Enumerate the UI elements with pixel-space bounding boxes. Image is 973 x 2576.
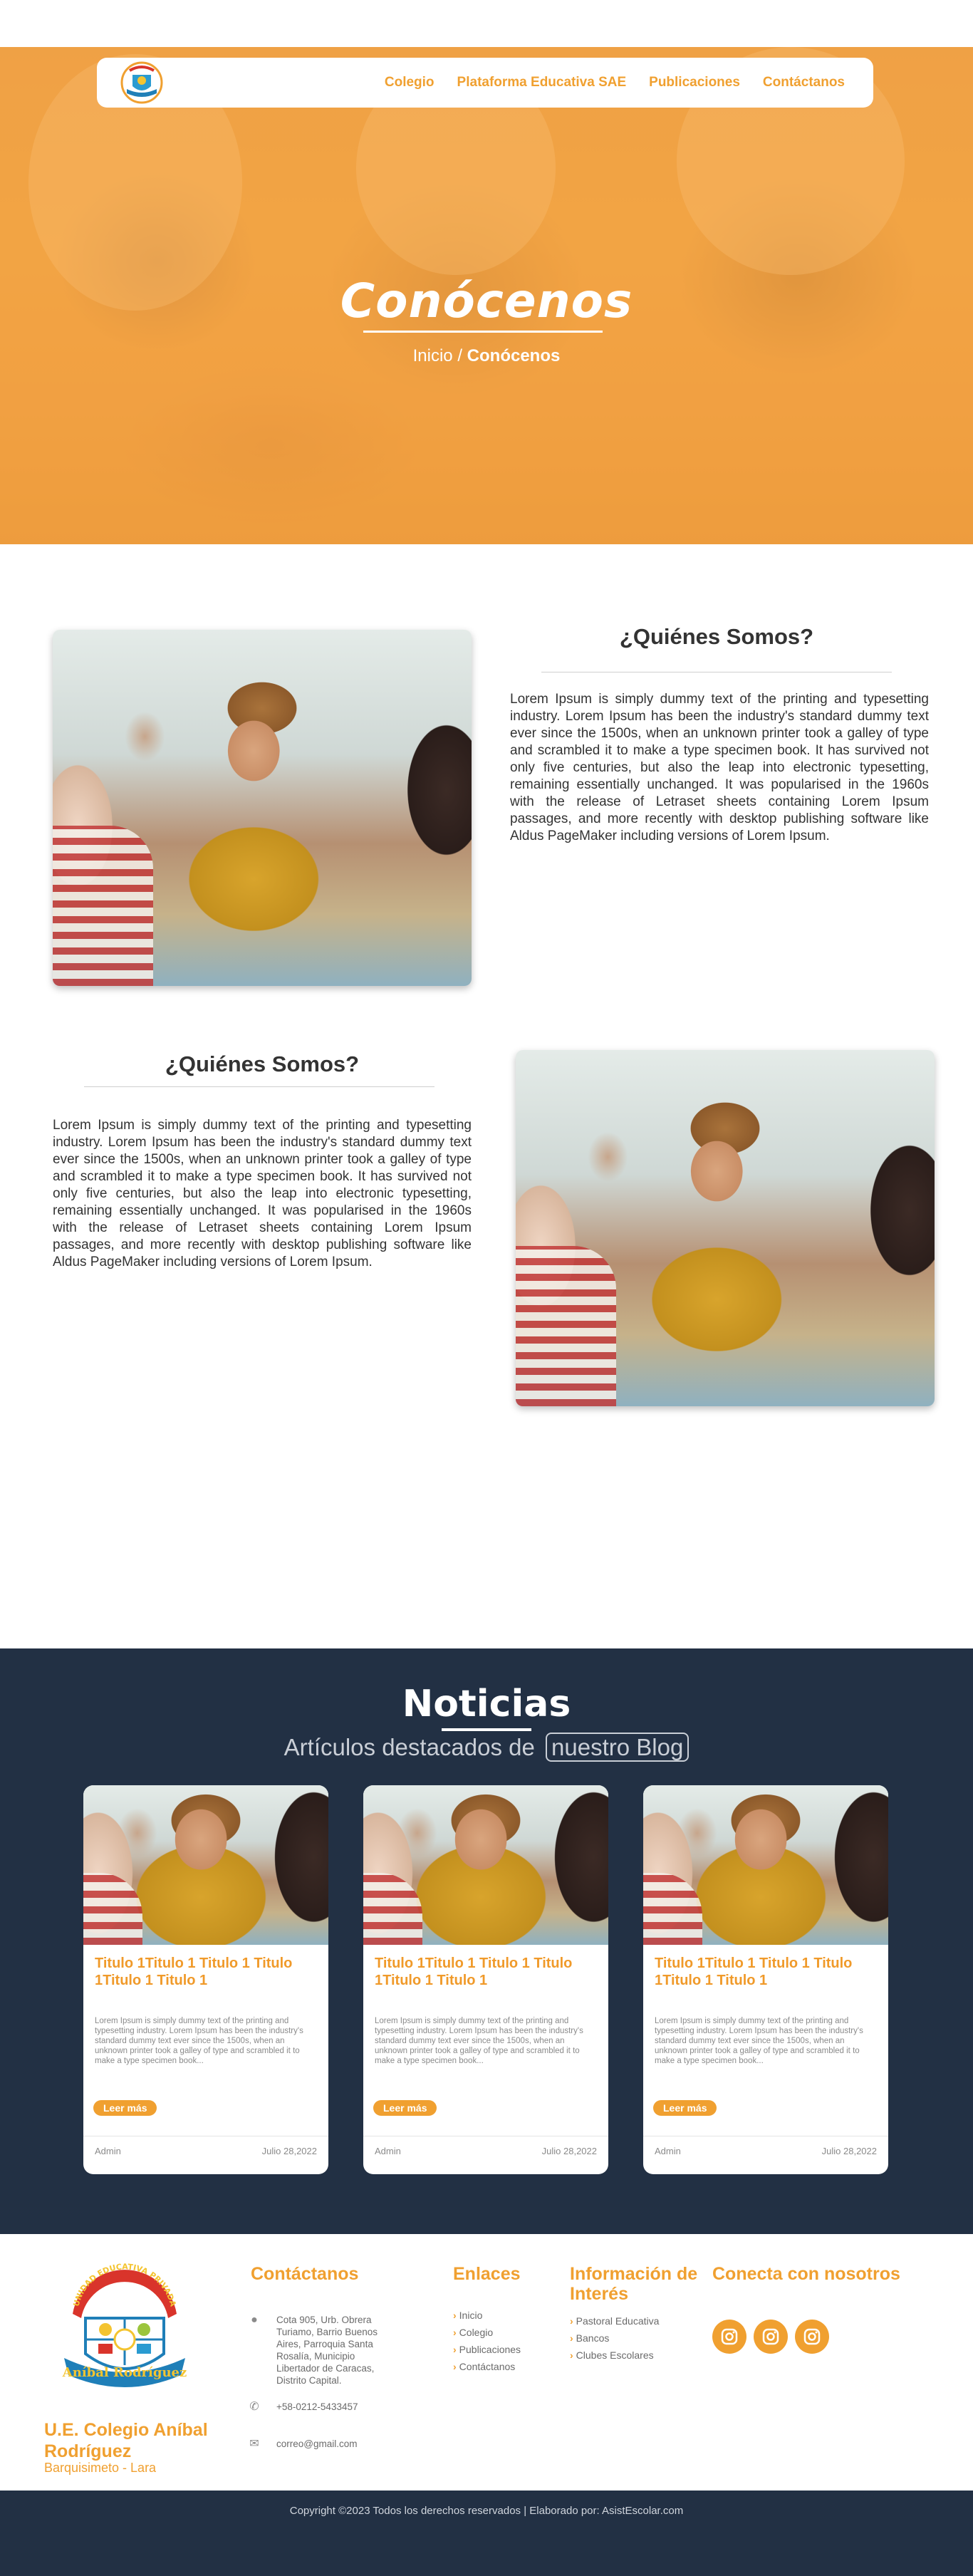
news-card[interactable]	[363, 1785, 608, 2174]
news-card-date: Julio 28,2022	[261, 2146, 317, 2156]
navbar	[97, 58, 873, 108]
location-pin-icon: ●	[251, 2314, 258, 2326]
about-heading-2: ¿Quiénes Somos?	[165, 1051, 360, 1076]
news-card-author: Admin	[375, 2146, 401, 2156]
footer-info-heading: Información de Interés	[570, 2264, 698, 2304]
news-card-date: Julio 28,2022	[541, 2146, 597, 2156]
chevron-right-icon: ›	[453, 2310, 457, 2321]
about-text-2: Lorem Ipsum is simply dummy text of the printing and typesetting industry. Lorem Ipsum has been the industry's standard dummy text ever since the 1500s, when an unknown printer took a galley of type and scrambled it to make a type specimen book. It has survived not only five centuries, but also the leap into electronic typesetting, remaining essentially unchanged. It was popularised in the 1960s with the release of Letraset sheets containing Lorem Ipsum passages, and more recently with desktop publishing software like Aldus PageMaker including versions of Lorem Ipsum.	[53, 1118, 472, 1269]
blog-link[interactable]: nuestro Blog	[546, 1733, 689, 1762]
about-text-1: Lorem Ipsum is simply dummy text of the printing and typesetting industry. Lorem Ipsum has been the industry's standard dummy text ever since the 1500s, when an unknown printer took a galley of type and scrambled it to make a type specimen book. It has survived not only five centuries, but also the leap into electronic typesetting, remaining essentially unchanged. It was popularised in the 1960s with the release of Letraset sheets containing Lorem Ipsum passages, and more recently with desktop publishing software like Aldus PageMaker including versions of Lorem Ipsum.	[510, 692, 929, 843]
footer-school-name: U.E. Colegio Aníbal Rodríguez	[44, 2420, 208, 2461]
footer-address: Cota 905, Urb. Obrera Turiamo, Barrio Buenos Aires, Parroquia Santa Rosalía, Municipio Libertador de Caracas, Distrito Capital.	[276, 2315, 378, 2386]
news-card-author: Admin	[95, 2146, 121, 2156]
footer-address-row	[246, 2314, 397, 2387]
logo-ribbon-text: Aníbal Rodríguez	[62, 2365, 187, 2380]
footer-email[interactable]: correo@gmail.com	[276, 2439, 358, 2449]
hero-title: Conócenos	[340, 274, 633, 328]
news-title-underline	[442, 1728, 531, 1731]
instagram-icon[interactable]	[795, 2320, 829, 2354]
footer-contact-heading: Contáctanos	[251, 2264, 359, 2284]
nav-link-publicaciones[interactable]: Publicaciones	[649, 75, 740, 90]
footer-links-list	[453, 2307, 521, 2375]
photo-stripes	[516, 1246, 616, 1406]
about-rule-2	[84, 1086, 435, 1087]
breadcrumb	[0, 346, 973, 366]
instagram-icon[interactable]	[754, 2320, 788, 2354]
nav-links	[385, 75, 845, 90]
logo-top-text: UNIDAD EDUCATIVA PRIVADA	[71, 2262, 178, 2308]
footer	[0, 2234, 973, 2491]
footer-email-row	[246, 2438, 357, 2450]
news-card-title[interactable]: Titulo 1Titulo 1 Titulo 1 Titulo 1Titulo 1 Titulo 1	[655, 1956, 853, 1988]
instagram-icon[interactable]	[712, 2320, 746, 2354]
news-card-author: Admin	[655, 2146, 681, 2156]
chevron-right-icon: ›	[453, 2327, 457, 2338]
chevron-right-icon: ›	[453, 2361, 457, 2372]
photo-stripes	[53, 826, 153, 986]
footer-link-publicaciones[interactable]: › Publicaciones	[453, 2344, 521, 2355]
news-subtitle-prefix: Artículos destacados de	[283, 1734, 535, 1760]
news-card-excerpt: Lorem Ipsum is simply dummy text of the printing and typesetting industry. Lorem Ipsum has been the industry's standard dummy text ever since the 1500s, when an unknown printer took a galley of type and scrambled it to make a type specimen book...	[95, 2017, 303, 2065]
copyright-text	[0, 2505, 973, 2517]
footer-info-list	[570, 2312, 659, 2364]
copyright-label: Copyright ©2023 Todos los derechos reservados | Elaborado por:	[289, 2505, 600, 2517]
phone-icon: ✆	[249, 2401, 259, 2413]
bottom-bar	[0, 2491, 973, 2576]
news-title: Noticias	[402, 1683, 571, 1725]
footer-city: Barquisimeto - Lara	[44, 2461, 157, 2475]
read-more-button[interactable]: Leer más	[373, 2100, 437, 2116]
news-card-excerpt: Lorem Ipsum is simply dummy text of the printing and typesetting industry. Lorem Ipsum has been the industry's standard dummy text ever since the 1500s, when an unknown printer took a galley of type and scrambled it to make a type specimen book...	[655, 2017, 863, 2065]
news-card[interactable]	[83, 1785, 328, 2174]
news-card-image	[83, 1785, 328, 1945]
breadcrumb-separator: /	[457, 346, 462, 365]
school-crest-logo-icon	[57, 2258, 192, 2394]
breadcrumb-home-link[interactable]: Inicio	[412, 346, 453, 365]
news-card-title[interactable]: Titulo 1Titulo 1 Titulo 1 Titulo 1Titulo 1 Titulo 1	[95, 1956, 293, 1988]
hero-section	[0, 47, 973, 544]
chevron-right-icon: ›	[453, 2344, 457, 2355]
chevron-right-icon: ›	[570, 2315, 573, 2327]
footer-info-clubes[interactable]: › Clubes Escolares	[570, 2349, 654, 2361]
developer-link[interactable]: AsistEscolar.com	[602, 2505, 684, 2517]
footer-phone-row	[246, 2401, 358, 2413]
crest-logo-icon[interactable]	[120, 61, 164, 105]
news-section	[0, 1648, 973, 2234]
footer-link-colegio[interactable]: › Colegio	[453, 2327, 494, 2338]
news-card-title[interactable]: Titulo 1Titulo 1 Titulo 1 Titulo 1Titulo 1 Titulo 1	[375, 1956, 573, 1988]
footer-link-contactanos[interactable]: › Contáctanos	[453, 2361, 516, 2372]
nav-link-colegio[interactable]: Colegio	[384, 75, 435, 90]
mail-icon: ✉	[249, 2438, 259, 2450]
footer-link-inicio[interactable]: › Inicio	[453, 2310, 483, 2321]
news-card-excerpt: Lorem Ipsum is simply dummy text of the printing and typesetting industry. Lorem Ipsum has been the industry's standard dummy text ever since the 1500s, when an unknown printer took a galley of type and scrambled it to make a type specimen book...	[375, 2017, 583, 2065]
footer-info-pastoral[interactable]: › Pastoral Educativa	[570, 2315, 660, 2327]
read-more-button[interactable]: Leer más	[653, 2100, 717, 2116]
footer-info-bancos[interactable]: › Bancos	[570, 2332, 610, 2344]
chevron-right-icon: ›	[570, 2332, 573, 2344]
footer-social-heading: Conecta con nosotros	[712, 2264, 900, 2284]
news-card-date: Julio 28,2022	[821, 2146, 877, 2156]
chevron-right-icon: ›	[570, 2349, 573, 2361]
news-card-image	[643, 1785, 888, 1945]
footer-phone[interactable]: +58-0212-5433457	[276, 2401, 358, 2412]
footer-links-heading: Enlaces	[453, 2264, 521, 2284]
about-heading-1: ¿Quiénes Somos?	[619, 624, 814, 649]
news-card[interactable]	[643, 1785, 888, 2174]
nav-link-plataforma[interactable]: Plataforma Educativa SAE	[457, 75, 627, 90]
about-photo-1	[53, 630, 472, 986]
news-card-image	[363, 1785, 608, 1945]
breadcrumb-current: Conócenos	[467, 346, 561, 365]
news-subtitle	[0, 1734, 973, 1761]
about-photo-2	[516, 1050, 935, 1406]
hero-title-underline	[363, 331, 603, 333]
nav-link-contactanos[interactable]: Contáctanos	[762, 75, 845, 90]
read-more-button[interactable]: Leer más	[93, 2100, 157, 2116]
